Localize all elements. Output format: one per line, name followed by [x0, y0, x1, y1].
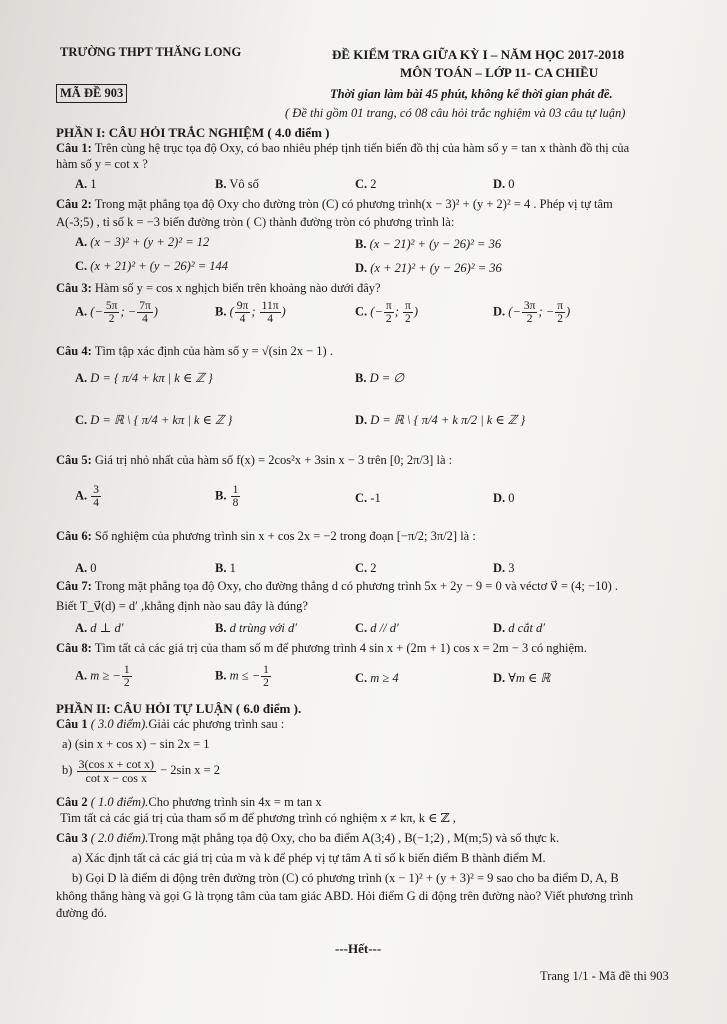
- question-text: Hàm số y = cos x nghịch biến trên khoảng nào dưới đây?: [94, 281, 381, 295]
- part2-title: PHẦN II: CÂU HỎI TỰ LUẬN ( 6.0 điểm ).: [56, 701, 302, 716]
- option-d: D. 0: [493, 491, 515, 505]
- question-text: Trên cùng hệ trục tọa độ Oxy, có bao nhiêu phép tịnh tiến biến đồ thị của hàm số y = tan x thành đồ thị của: [94, 141, 630, 155]
- question-number: Câu 1:: [56, 141, 92, 155]
- question-3-options: [75, 300, 675, 340]
- part1-title: PHẦN I: CÂU HỎI TRẮC NGHIỆM ( 4.0 điểm ): [56, 125, 330, 140]
- question-number: Câu 4:: [56, 344, 92, 358]
- option-b: B. $\frac{1}{8}$: [215, 484, 239, 510]
- question-7: [56, 578, 676, 595]
- question-4-options: [75, 368, 675, 438]
- option-b: B. D = ∅: [355, 371, 405, 385]
- fraction: $\frac{9\pi}{4}$: [236, 300, 249, 326]
- option-c: C. 2: [355, 561, 377, 575]
- essay-2-line2: Tìm tất cả các giá trị của tham số m để phương trình có nghiệm x ≠ kπ, k ∈ ℤ ,: [60, 811, 456, 825]
- question-number: Câu 5:: [56, 453, 92, 467]
- option-d: D. d cắt d′: [493, 621, 546, 635]
- question-6-options: [75, 560, 675, 578]
- option-b: B. 1: [215, 561, 236, 575]
- question-3: [56, 280, 676, 297]
- option-d: D. (x + 21)² + (y − 26)² = 36: [355, 261, 502, 275]
- question-2: [56, 196, 676, 213]
- fraction: $\frac{\pi}{2}$: [385, 300, 392, 326]
- option-d: D. 3: [493, 561, 515, 575]
- option-a: A. 0: [75, 561, 97, 575]
- option-c: C. D = ℝ \ { π/4 + kπ | k ∈ ℤ }: [75, 413, 233, 427]
- question-text: Tìm tập xác định của hàm số y = √(sin 2x − 1) .: [94, 344, 333, 358]
- end-marker: ---Hết---: [335, 941, 382, 956]
- option-a: A. d ⊥ d′: [75, 621, 124, 635]
- question-5: [56, 452, 676, 469]
- option-b: B. ( $\frac{9\pi}{4}$ ; $\frac{11\pi}{4}$ ): [215, 300, 286, 326]
- question-number: Câu 6:: [56, 529, 92, 543]
- fraction: $\frac{5\pi}{2}$: [105, 300, 118, 326]
- question-number: Câu 7:: [56, 579, 92, 593]
- question-8-options: [75, 664, 675, 696]
- question-number: Câu 2:: [56, 197, 92, 211]
- option-a: A. m ≥ − $\frac{1}{2}$: [75, 664, 130, 690]
- option-d: D. (− $\frac{3\pi}{2}$ ; − $\frac{\pi}{2}$ ): [493, 300, 571, 326]
- fraction: $\frac{\pi}{2}$: [405, 300, 411, 326]
- essay-2: Câu 2 ( 1.0 điểm).Cho phương trình sin 4x = m tan x: [56, 795, 322, 809]
- option-c: C. (− $\frac{\pi}{2}$ ; $\frac{\pi}{2}$ ): [355, 300, 418, 326]
- essay-3-a: a) Xác định tất cả các giá trị của m và k để phép vị tự tâm A tỉ số k biến điểm B thành điểm M.: [72, 851, 546, 865]
- question-number: Câu 3:: [56, 281, 92, 295]
- option-a: A. 1: [75, 177, 97, 191]
- question-1-line2: hàm số y = cot x ?: [56, 157, 148, 171]
- essay-1-b: b) $\frac{\text{3(cos x + cot x)}}{\text{cot x − cos x}}$ − 2sin x = 2: [62, 757, 221, 785]
- essay-3-b-line3: đường đó.: [56, 906, 107, 920]
- essay-3-b-line2: không thẳng hàng và gọi G là trọng tâm của tam giác ABD. Hỏi điểm G di động trên đường nào? Viết phương trình: [56, 889, 634, 903]
- fraction: $\frac{1}{2}$: [263, 664, 269, 690]
- essay-3: Câu 3 ( 2.0 điểm).Trong mặt phẳng tọa độ Oxy, cho ba điểm A(3;4) , B(−1;2) , M(m;5) và số thực k.: [56, 831, 560, 845]
- exam-title: ĐỀ KIỂM TRA GIỮA KỲ I – NĂM HỌC 2017-2018: [332, 47, 625, 62]
- fraction: $\frac{1}{2}$: [123, 664, 130, 690]
- option-c: C. d // d′: [355, 621, 399, 635]
- exam-subject: MÔN TOÁN – LỚP 11- CA CHIỀU: [400, 65, 599, 80]
- question-text: Số nghiệm của phương trình sin x + cos 2x = −2 trong đoạn [−π/2; 3π/2] là :: [94, 529, 476, 543]
- option-c: C. -1: [355, 491, 381, 505]
- question-2-options: [75, 234, 675, 274]
- option-b: B. Vô số: [215, 177, 259, 191]
- option-a: A. D = { π/4 + kπ | k ∈ ℤ }: [75, 371, 213, 385]
- question-text: Trong mặt phẳng tọa độ Oxy, cho đường thẳng d có phương trình 5x + 2y − 9 = 0 và véctơ v⃗ = (4; −10) .: [94, 579, 618, 593]
- option-c: C. (x + 21)² + (y − 26)² = 144: [75, 259, 229, 273]
- fraction: $\frac{1}{8}$: [232, 484, 239, 510]
- fraction: $\frac{7\pi}{4}$: [139, 300, 151, 326]
- page-footer: Trang 1/1 - Mã đề thi 903: [540, 969, 669, 983]
- question-5-options: [75, 484, 675, 514]
- fraction: $\frac{\pi}{2}$: [557, 300, 563, 326]
- option-c: C. 2: [355, 177, 377, 191]
- question-8: [56, 640, 676, 657]
- option-d: D. ∀m ∈ ℝ: [493, 671, 551, 685]
- fraction: $\frac{11\pi}{4}$: [261, 300, 279, 326]
- question-number: Câu 8:: [56, 641, 92, 655]
- fraction: $\frac{\text{3(cos x + cot x)}}{\text{cot x − cos x}}$: [78, 757, 154, 785]
- question-7-options: [75, 620, 675, 638]
- exam-note: ( Đề thi gồm 01 trang, có 08 câu hỏi trắc nghiệm và 03 câu tự luận): [285, 106, 626, 120]
- question-1: [56, 140, 676, 157]
- question-text: Tìm tất cả các giá trị của tham số m để phương trình 4 sin x + (2m + 1) cos x = 2m − 3 có nghiệm.: [94, 641, 587, 655]
- option-b: B. d trùng với d′: [215, 621, 297, 635]
- question-1-options: [75, 176, 675, 194]
- option-b: B. (x − 21)² + (y − 26)² = 36: [355, 237, 502, 251]
- fraction: $\frac{3}{4}$: [93, 484, 100, 510]
- question-7-line2: Biết T_v⃗(d) = d′ ,khẳng định nào sau đây là đúng?: [56, 599, 308, 613]
- essay-1: Câu 1 ( 3.0 điểm).Giải các phương trình sau :: [56, 717, 285, 731]
- question-4: [56, 343, 676, 360]
- option-a: A. (− $\frac{5\pi}{2}$ ; − $\frac{7\pi}{4}$ ): [75, 300, 158, 326]
- exam-code: MÃ ĐỀ 903: [56, 84, 127, 103]
- school-name: TRƯỜNG THPT THĂNG LONG: [60, 45, 242, 59]
- question-text: Giá trị nhỏ nhất của hàm số f(x) = 2cos²x + 3sin x − 3 trên [0; 2π/3] là :: [94, 453, 453, 467]
- option-a: A. $\frac{3}{4}$: [75, 484, 100, 510]
- exam-time: Thời gian làm bài 45 phút, không kể thời gian phát đề.: [330, 87, 613, 101]
- fraction: $\frac{3\pi}{2}$: [523, 300, 536, 326]
- option-a: A. (x − 3)² + (y + 2)² = 12: [75, 235, 210, 249]
- essay-3-b: b) Gọi D là điểm di động trên đường tròn (C) có phương trình (x − 1)² + (y + 3)² = 9 sao cho ba điểm D, A, B: [72, 871, 619, 885]
- question-2-line2: A(-3;5) , tỉ số k = −3 biến đường tròn ( C) thành đường tròn có phương trình là:: [56, 215, 455, 229]
- question-text: Trong mặt phẳng tọa độ Oxy cho đường tròn (C) có phương trình(x − 3)² + (y + 2)² = 4 . Phép vị tự tâm: [94, 197, 613, 211]
- option-d: D. D = ℝ \ { π/4 + k π/2 | k ∈ ℤ }: [355, 413, 526, 427]
- essay-1-a: a) (sin x + cos x) − sin 2x = 1: [62, 737, 210, 751]
- option-b: B. m ≤ − $\frac{1}{2}$: [215, 664, 269, 690]
- option-d: D. 0: [493, 177, 515, 191]
- option-c: C. m ≥ 4: [355, 671, 399, 685]
- question-6: [56, 528, 676, 545]
